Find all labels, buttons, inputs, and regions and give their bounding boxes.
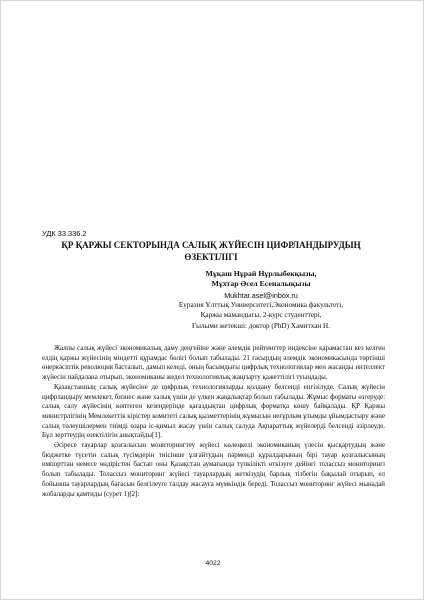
page-number: 4022 bbox=[205, 560, 221, 567]
affiliation-line-1: Еуразия Ұлттық Университеті,Экономика факультеті, bbox=[178, 301, 344, 309]
author-2: Мұхтар Әсел Есеналықызы bbox=[211, 279, 311, 288]
paragraph: Жалпы салық жүйесі экономикалық даму деңгейіне және әлемдік рейтингтер индексіне қарамастан кез келген елдің қаржы жүйесінің міндетті құрамдас бөлігі болып табылады. 21 ғасырдың әлемдік экономикасында төртінші өнеркәсіптік революция басталып, дамып келеді, оның басымдығы цифрлық технологиялар мен жасанды интеллект жүйесін пайдалана отырып, экономиканы жедел технологиялық жаңғырту қажеттілігі туындады. bbox=[42, 345, 385, 382]
article-title bbox=[61, 239, 361, 263]
title-line-2: ӨЗЕКТІЛІГІ bbox=[184, 252, 238, 262]
udk-code: УДК 33.336.2 bbox=[42, 229, 87, 238]
author-email: Mukhtar.asel@inbox.ru bbox=[224, 291, 298, 300]
paragraph: Қазақстанның салық жүйесіне де цифрлық технологияларды қолдану белсенді енгізілуде. Салық жүйесін цифрландыру мемлекет, бизнес және халық үшін де үлкен жаңалықтар болып табылады. Жұмыс форматы өзгеруде: салық салу жүйесінің көптеген кезеңдерінде қағаздықтан цифрлық форматқа көшу байқалады. ҚР Қаржы министрлігінің Мемлекеттік кірістер комитеті салық қызметтерінің жұмысын неғұрлым ұтымды ұйымдастыру және салық төлеушілермен тиімді өзара іс-қимыл жасау үшін салық салуда Ақпараттық жүйелерді белсенді әзірлеуде. Бұл зерттеудің өзектілігін анықтайды[1]. bbox=[42, 383, 385, 440]
paragraph: Әсіресе тауарлар қозғалысын мониторингтеу жүйесі көлеңкелі экономиканың үлесін қысқартудың және бюджетке түсетін салық түсімдерін тиісінше ұлғайтудың пәрменді құралдарының бірі тауар қозғалысының импорттан немесе өндірістен бастап оны Қазақстан аумағында түпкілікті өткізуге дейінгі толассыз мониторингі болып табылады. Толассыз мониторинг жүйесі тауарлардың жеткізудің барлық тізбегін бақылай отырып, ел бойынша тауарлардың бағасын белгілеуге талдау жасауға мүмкіндік береді. Толассыз мониторинг жүйесі мынадай жобаларды қамтиды (сурет 1)[2]: bbox=[42, 442, 385, 498]
affiliation-line-2: Қаржы мамандығы, 2-курс студенттері, bbox=[200, 311, 322, 320]
affiliation-line-3: Ғылыми жетекші: доктор (PhD) Хамитхан Н. bbox=[191, 321, 331, 330]
author-1: Мұқаш Нұрай Нұрлыбекқызы, bbox=[205, 269, 317, 278]
body-text bbox=[42, 344, 385, 499]
authors bbox=[141, 269, 381, 289]
affiliation bbox=[141, 300, 381, 331]
title-line-1: ҚР ҚАРЖЫ СЕКТОРЫНДА САЛЫҚ ЖҮЙЕСІН ЦИФРЛАНДЫРУДЫҢ bbox=[61, 240, 361, 250]
